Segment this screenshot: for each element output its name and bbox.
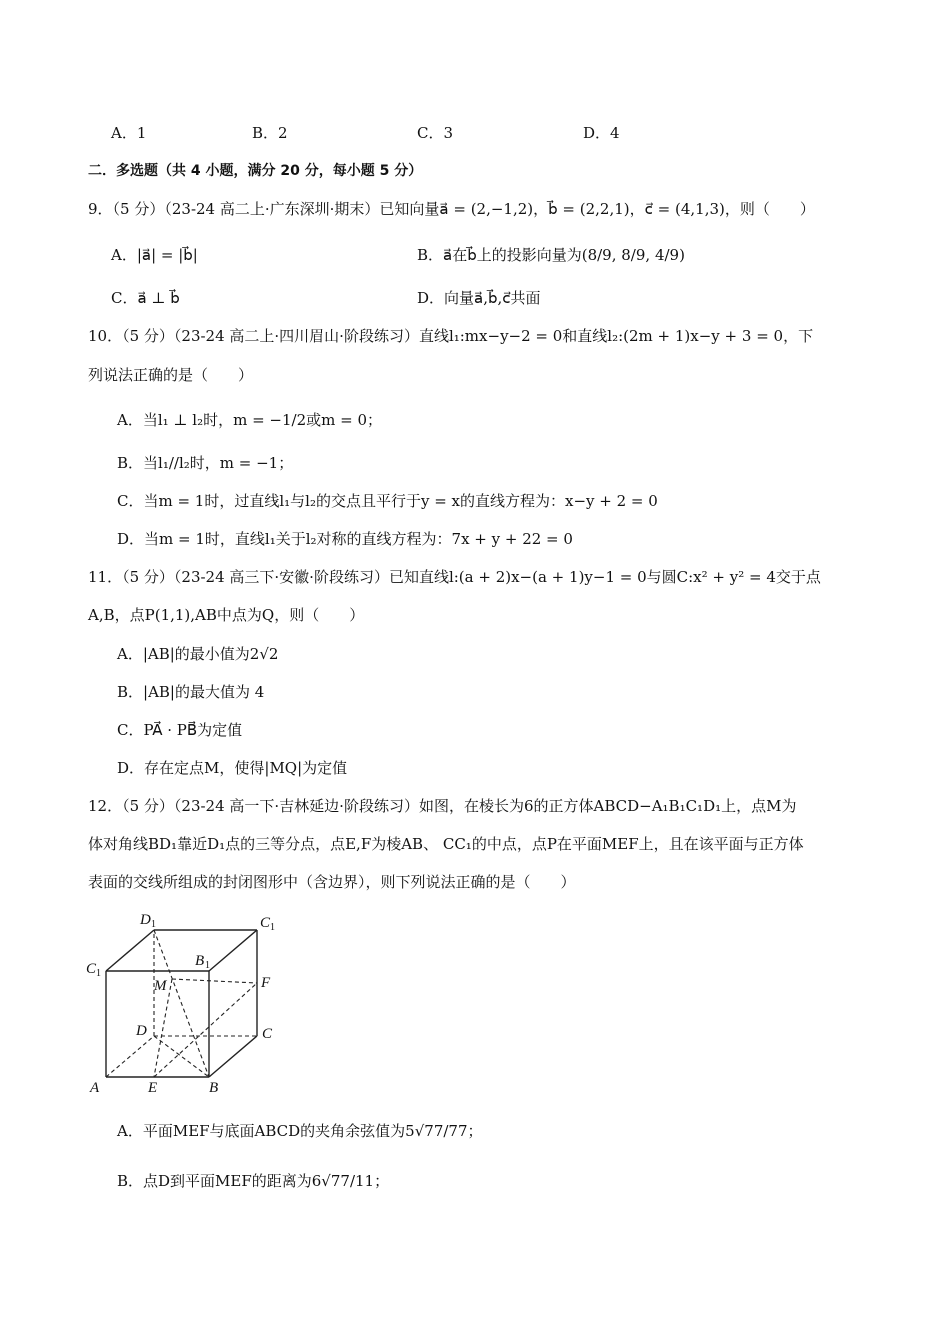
edge-B-C	[209, 1036, 257, 1077]
q8-option-c: C．3	[417, 124, 454, 142]
q10-option-b: B．当l₁//l₂时，m = −1；	[117, 454, 294, 472]
q8-option-a: A．1	[111, 124, 147, 142]
q9-option-a: A．|a⃗| = |b⃗|	[111, 246, 198, 264]
q11-stem-line1: 11．（5 分）（23-24 高三下·安徽·阶段练习）已知直线l:(a + 2)x−(a + 1)y−1 = 0与圆C:x² + y² = 4交于点	[88, 568, 821, 586]
q11-stem-line2: A,B，点P(1,1),AB中点为Q，则（ ）	[88, 606, 365, 624]
hidden-A-D	[106, 1036, 154, 1077]
q12-stem-line3: 表面的交线所组成的封闭图形中（含边界），则下列说法正确的是（ ）	[88, 873, 576, 891]
q10-option-a: A．当l₁ ⊥ l₂时，m = −1/2或m = 0；	[117, 411, 383, 429]
seg-E-F	[154, 983, 257, 1077]
label-B1-sub: 1	[205, 960, 210, 971]
seg-M-F	[172, 979, 257, 983]
q11-option-d: D．存在定点M，使得|MQ|为定值	[117, 759, 348, 777]
q9-stem: 9．（5 分）（23-24 高二上·广东深圳·期末）已知向量a⃗ = (2,−1,2)，b⃗ = (2,2,1)，c⃗ = (4,1,3)，则（ ）	[88, 200, 815, 218]
q12-stem-line1: 12．（5 分）（23-24 高一下·吉林延边·阶段练习）如图，在棱长为6的正方体ABCD−A₁B₁C₁D₁上，点M为	[88, 797, 797, 815]
q8-option-d: D．4	[583, 124, 620, 142]
section-heading: 二．多选题（共 4 小题，满分 20 分，每小题 5 分）	[88, 163, 423, 179]
label-D: D	[136, 1023, 147, 1039]
label-F: F	[261, 975, 271, 991]
label-C1-top: C	[260, 915, 271, 931]
q12-option-a: A．平面MEF与底面ABCD的夹角余弦值为5√77/77；	[117, 1122, 483, 1140]
q10-option-c: C．当m = 1时，过直线l₁与l₂的交点且平行于y = x的直线方程为：x−y + 2 = 0	[117, 492, 658, 510]
q8-option-b: B．2	[252, 124, 288, 142]
q11-option-b: B．|AB|的最大值为 4	[117, 683, 265, 701]
q12-stem-line2: 体对角线BD₁靠近D₁点的三等分点，点E,F为棱AB、 CC₁的中点，点P在平面MEF上，且在该平面与正方体	[88, 835, 804, 853]
q11-option-a: A．|AB|的最小值为2√2	[117, 645, 279, 663]
cube-diagram	[84, 905, 284, 1100]
q11-option-c: C．PA⃗ · PB⃗为定值	[117, 721, 243, 739]
label-C1-top-sub: 1	[270, 922, 275, 933]
q12-option-b: B．点D到平面MEF的距离为6√77/11；	[117, 1172, 390, 1190]
label-D1-sub: 1	[151, 919, 156, 930]
q10-stem-line2: 列说法正确的是（ ）	[88, 366, 254, 384]
q9-option-c: C．a⃗ ⊥ b⃗	[111, 289, 180, 307]
q10-stem-line1: 10．（5 分）（23-24 高二上·四川眉山·阶段练习）直线l₁:mx−y−2 = 0和直线l₂:(2m + 1)x−y + 3 = 0，下	[88, 327, 814, 345]
label-M: M	[154, 978, 167, 994]
cube-figure	[84, 905, 284, 1104]
label-A: A	[90, 1080, 100, 1096]
label-E: E	[148, 1080, 158, 1096]
label-C1-left-sub: 1	[96, 968, 101, 979]
label-D1: D	[140, 912, 151, 928]
label-B1: B	[195, 953, 205, 969]
q10-option-d: D．当m = 1时，直线l₁关于l₂对称的直线方程为：7x + y + 22 = 0	[117, 530, 573, 548]
label-C: C	[262, 1026, 273, 1042]
label-B: B	[209, 1080, 219, 1096]
q9-option-b: B．a⃗在b⃗上的投影向量为(8/9, 8/9, 4/9)	[417, 246, 685, 264]
label-C1-left: C	[86, 961, 97, 977]
edge-B1-C1top	[209, 930, 257, 971]
edge-C1-D1	[106, 930, 154, 971]
q9-option-d: D．向量a⃗,b⃗,c⃗共面	[417, 289, 541, 307]
